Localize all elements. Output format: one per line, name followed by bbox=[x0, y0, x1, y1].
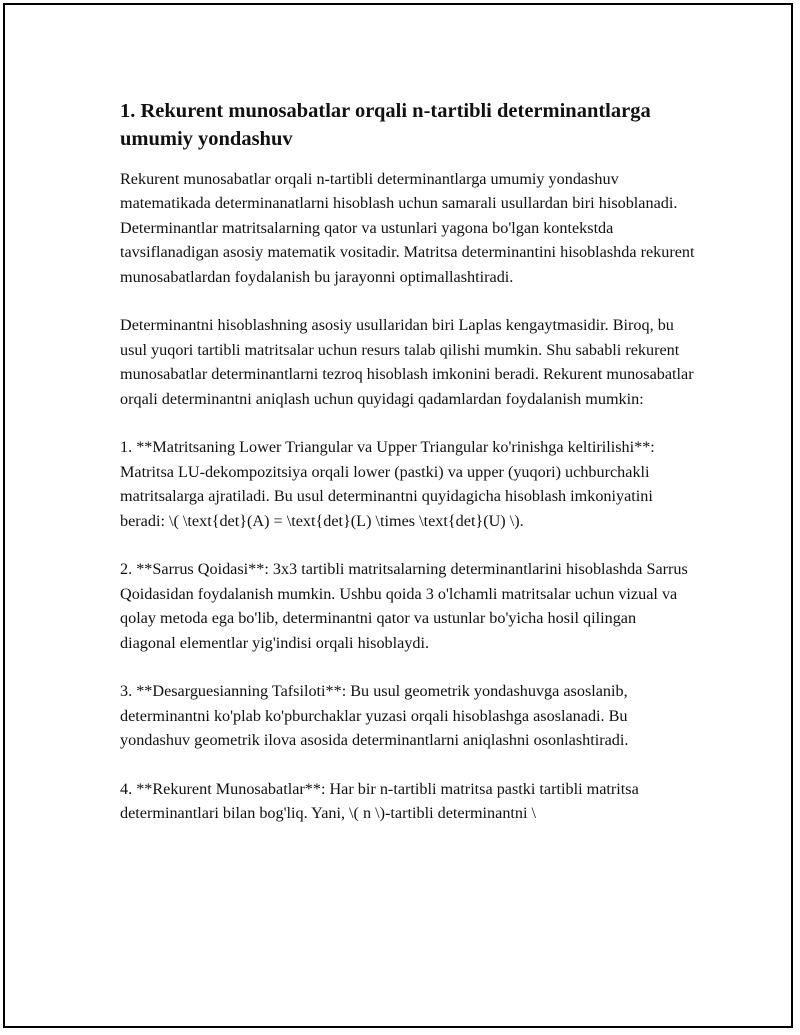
list-item-sarrus-rule: 2. **Sarrus Qoidasi**: 3x3 tartibli matritsalarning determinantlarini hisoblashda Sarrus Qoidasidan foydalanish mumkin. Ushbu qoida 3 o'lchamli matritsalar uchun vizual va qolay metoda ega bo'lib, determinantni qator va ustunlar bo'yicha hosil qilingan diagonal elementlar yig'indisi orqali hisoblaydi. bbox=[120, 560, 688, 652]
list-item-lu-decomposition: 1. **Matritsaning Lower Triangular va Upper Triangular ko'rinishga keltirilishi**: Matritsa LU-dekompozitsiya orqali lower (pastki) va upper (yuqori) uchburchakli matritsalarga ajratiladi. Bu usul determinantni quyidagicha hisoblash imkoniyatini beradi: \( \text{det}(A) = \text{det}(L) \times \text{det}(U) \). bbox=[120, 438, 655, 530]
document-page bbox=[3, 3, 793, 1028]
list-item-recurrence: 4. **Rekurent Munosabatlar**: Har bir n-tartibli matritsa pastki tartibli matritsa determinantlari bilan bog'liq. Yani, \( n \)-tartibli determinantni \ bbox=[120, 780, 639, 823]
document-body bbox=[120, 97, 695, 826]
laplace-paragraph: Determinantni hisoblashning asosiy usullaridan biri Laplas kengaytmasidir. Biroq, bu usul yuqori tartibli matritsalar uchun resurs talab qilishi mumkin. Shu sababli rekurent munosabatlar determinantlarni tezroq hisoblash imkonini beradi. Rekurent munosabatlar orqali determinantni aniqlash uchun quyidagi qadamlardan foydalanish mumkin: bbox=[120, 316, 694, 408]
section-heading: 1. Rekurent munosabatlar orqali n-tartibli determinantlarga umumiy yondashuv bbox=[120, 100, 651, 150]
intro-paragraph: Rekurent munosabatlar orqali n-tartibli determinantlarga umumiy yondashuv matematikada determinanatlarni hisoblash uchun samarali usullardan biri hisoblanadi. Determinantlar matritsalarning qator va ustunlari yagona bo'lgan kontekstda tavsiflanadigan asosiy matematik vositadir. Matritsa determinantini hisoblashda rekurent munosabatlardan foydalanish bu jarayonni optimallashtiradi. bbox=[120, 170, 695, 286]
list-item-desarguesian: 3. **Desarguesianning Tafsiloti**: Bu usul geometrik yondashuvga asoslanib, determinantni ko'plab ko'pburchaklar yuzasi orqali hisoblashga asoslanadi. Bu yondashuv geometrik ilova asosida determinantlarni aniqlashni osonlashtiradi. bbox=[120, 682, 629, 750]
